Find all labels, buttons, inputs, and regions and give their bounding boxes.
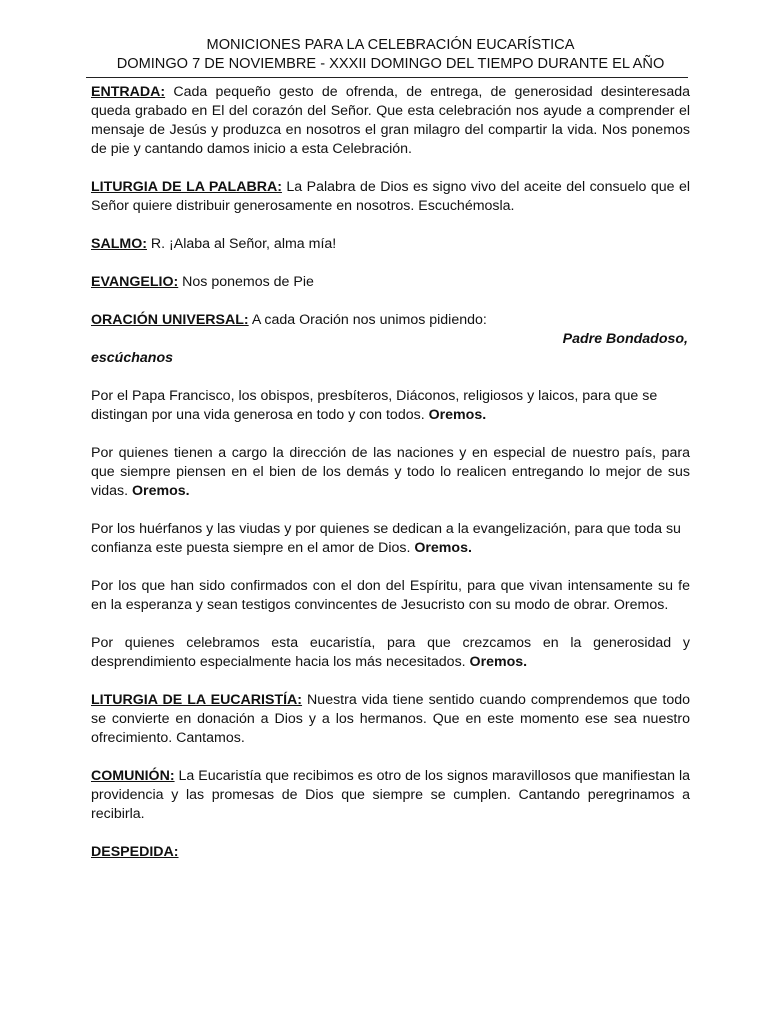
intention-item	[91, 577, 690, 615]
liturgia-eucaristia-label: LITURGIA DE LA EUCARISTÍA:	[91, 692, 303, 708]
oracion-universal-paragraph	[91, 311, 690, 330]
intention-closing: Oremos.	[414, 540, 472, 556]
salmo-text: R. ¡Alaba al Señor, alma mía!	[146, 236, 337, 252]
comunion-paragraph	[91, 767, 690, 824]
document-title-line-2: DOMINGO 7 DE NOVIEMBRE - XXXII DOMINGO DEL TIEMPO DURANTE EL AÑO	[116, 56, 665, 72]
evangelio-label: EVANGELIO:	[91, 274, 179, 290]
intention-item	[91, 444, 690, 501]
intention-item	[91, 387, 690, 425]
salmo-label: SALMO:	[91, 236, 147, 252]
liturgia-palabra-label: LITURGIA DE LA PALABRA:	[91, 179, 282, 195]
liturgia-eucaristia-text: Nuestra vida tiene sentido cuando comprendemos que todo se convierte en donación a Dios y a los hermanos. Que en este momento ese sea nuestro ofrecimiento. Cantamos.	[91, 692, 691, 746]
comunion-label: COMUNIÓN:	[91, 768, 175, 784]
intention-item	[91, 634, 690, 672]
intention-text: Por quienes celebramos esta eucaristía, para que crezcamos en la generosidad y desprendimiento especialmente hacia los más necesitados.	[91, 635, 690, 670]
salmo-paragraph	[91, 235, 690, 254]
intention-text: Por el Papa Francisco, los obispos, presbíteros, Diáconos, religiosos y laicos, para que se distingan por una vida generosa en todo y con todos.	[91, 388, 658, 423]
intention-text: Por los que han sido confirmados con el don del Espíritu, para que vivan intensamente su fe en la esperanza y sean testigos convincentes de Jesucristo con su modo de obrar. Oremos.	[91, 578, 690, 613]
despedida-paragraph	[91, 843, 690, 862]
intention-item	[91, 520, 690, 558]
entrada-label: ENTRADA:	[91, 84, 166, 100]
comunion-text: La Eucaristía que recibimos es otro de los signos maravillosos que manifiestan la providencia y las promesas de Dios que siempre se cumplen. Cantando peregrinamos a recibirla.	[91, 768, 690, 822]
liturgia-eucaristia-paragraph	[91, 691, 690, 748]
despedida-label: DESPEDIDA:	[91, 844, 179, 860]
oracion-universal-text: A cada Oración nos unimos pidiendo:	[248, 312, 487, 328]
document-title-line-1: MONICIONES PARA LA CELEBRACIÓN EUCARÍSTICA	[206, 37, 575, 53]
entrada-paragraph	[91, 83, 690, 159]
response-part-1: Padre Bondadoso,	[562, 331, 688, 347]
header-divider	[86, 77, 688, 78]
document-header	[91, 36, 690, 74]
intention-text: Por quienes tienen a cargo la dirección de las naciones y en especial de nuestro país, para que siempre piensen en el bien de los demás y todo lo realicen entregando lo mejor de sus vidas.	[91, 445, 690, 499]
intention-text: Por los huérfanos y las viudas y por quienes se dedican a la evangelización, para que toda su confianza este puesta siempre en el amor de Dios.	[91, 521, 681, 556]
oracion-universal-label: ORACIÓN UNIVERSAL:	[91, 312, 249, 328]
document-page	[91, 36, 690, 881]
response-part-2: escúchanos	[91, 350, 174, 366]
evangelio-text: Nos ponemos de Pie	[178, 274, 314, 290]
liturgia-palabra-paragraph	[91, 178, 690, 216]
evangelio-paragraph	[91, 273, 690, 292]
entrada-text: Cada pequeño gesto de ofrenda, de entrega, de generosidad desinteresada queda grabado en El del corazón del Señor. Que esta celebración nos ayude a comprender el mensaje de Jesús y produzca en nosotros el gran milagro del compartir la vida. Nos ponemos de pie y cantando damos inicio a esta Celebración.	[91, 84, 690, 157]
intention-closing: Oremos.	[132, 483, 190, 499]
liturgia-palabra-text: La Palabra de Dios es signo vivo del aceite del consuelo que el Señor quiere distribuir generosamente en nosotros. Escuchémosla.	[91, 179, 690, 214]
intention-closing: Oremos.	[428, 407, 487, 423]
intention-closing: Oremos.	[469, 654, 528, 670]
